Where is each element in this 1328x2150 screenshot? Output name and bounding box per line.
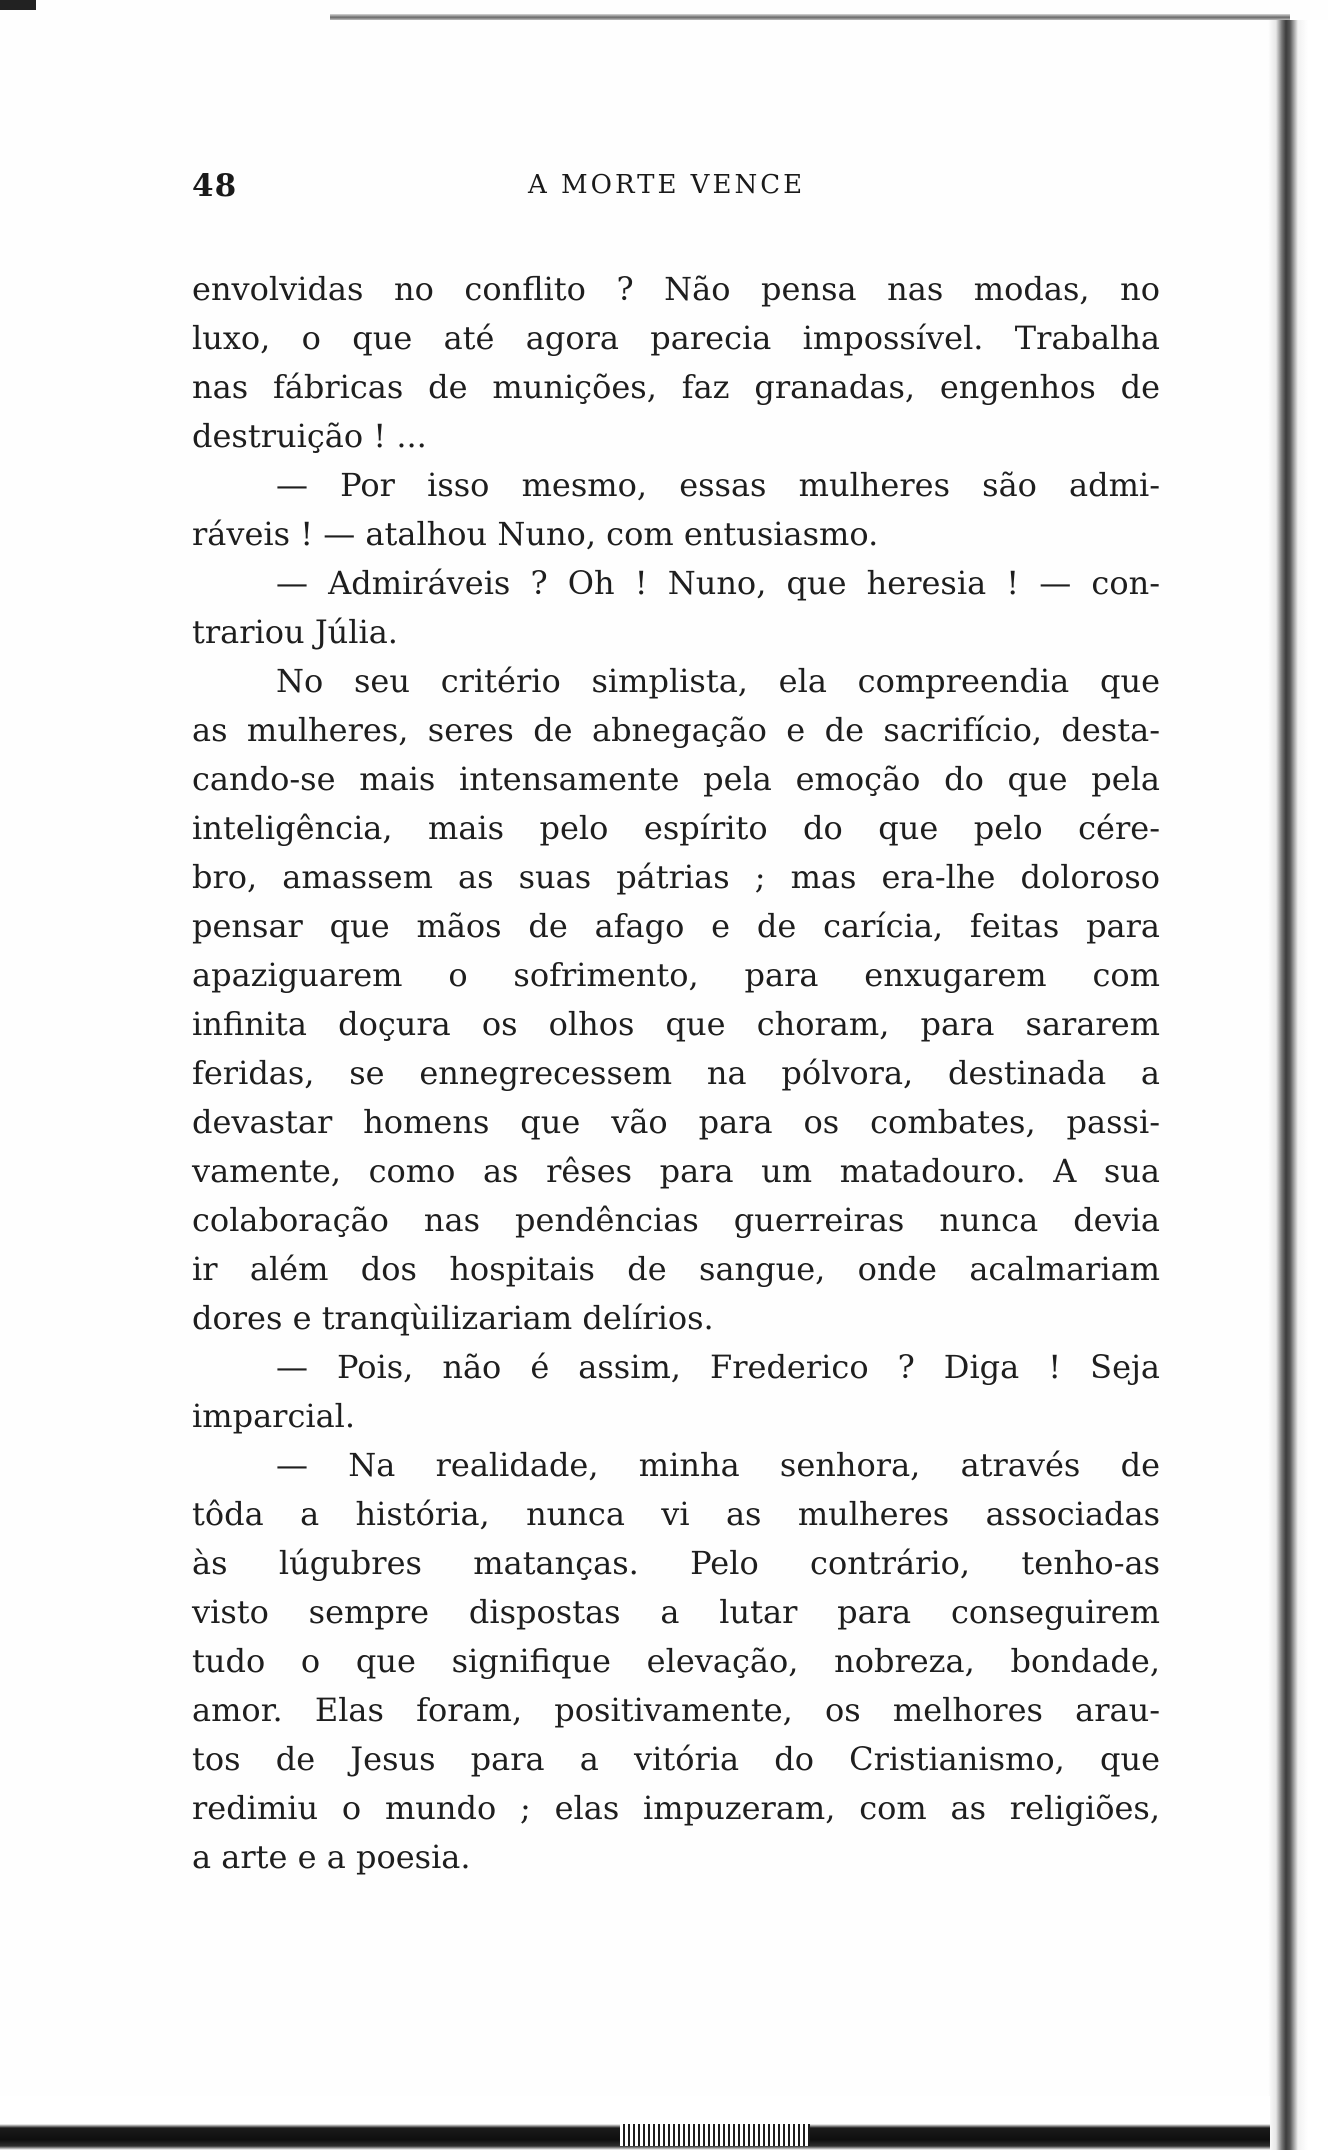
scan-corner-mark xyxy=(0,0,36,10)
text-line: a arte e a poesia. xyxy=(192,1838,471,1876)
text-line: envolvidas no conflito ? Não pensa nas modas, no xyxy=(192,270,1160,308)
scan-bottom-texture xyxy=(620,2124,810,2146)
text-line: às lúgubres matanças. Pelo contrário, tenho-as xyxy=(192,1544,1160,1582)
text-line: cando-se mais intensamente pela emoção do que pela xyxy=(192,760,1160,798)
body-text xyxy=(192,265,1160,1882)
text-line: amor. Elas foram, positivamente, os melhores arau- xyxy=(192,1691,1160,1729)
text-line: tôda a história, nunca vi as mulheres associadas xyxy=(192,1495,1160,1533)
text-line: devastar homens que vão para os combates, passi- xyxy=(192,1103,1160,1141)
text-line: visto sempre dispostas a lutar para conseguirem xyxy=(192,1593,1160,1631)
running-head xyxy=(192,168,1160,208)
scan-top-line xyxy=(330,14,1290,20)
text-line: bro, amassem as suas pátrias ; mas era-lhe doloroso xyxy=(192,858,1160,896)
page-number: 48 xyxy=(192,168,238,204)
text-line: as mulheres, seres de abnegação e de sacrifício, desta- xyxy=(192,711,1160,749)
text-line: feridas, se ennegrecessem na pólvora, destinada a xyxy=(192,1054,1160,1092)
text-line: No seu critério simplista, ela compreendia que xyxy=(276,662,1160,700)
text-line: vamente, como as rêses para um matadouro. A sua xyxy=(192,1152,1160,1190)
text-line: imparcial. xyxy=(192,1397,356,1435)
text-line: dores e tranqùilizariam delírios. xyxy=(192,1299,714,1337)
text-line: — Admiráveis ? Oh ! Nuno, que heresia ! — con- xyxy=(276,564,1160,602)
text-line: pensar que mãos de afago e de carícia, feitas para xyxy=(192,907,1160,945)
scan-binding-shadow xyxy=(1268,20,1328,2150)
text-line: — Pois, não é assim, Frederico ? Diga ! Seja xyxy=(276,1348,1160,1386)
text-line: apaziguarem o sofrimento, para enxugarem com xyxy=(192,956,1160,994)
text-line: ir além dos hospitais de sangue, onde acalmariam xyxy=(192,1250,1160,1288)
text-line: infinita doçura os olhos que choram, para sararem xyxy=(192,1005,1160,1043)
text-line: redimiu o mundo ; elas impuzeram, com as religiões, xyxy=(192,1789,1160,1827)
scan-top-edge xyxy=(0,0,1328,30)
text-line: destruição ! ... xyxy=(192,417,427,455)
text-line: inteligência, mais pelo espírito do que pelo cére- xyxy=(192,809,1160,847)
text-line: — Na realidade, minha senhora, através de xyxy=(276,1446,1160,1484)
text-line: trariou Júlia. xyxy=(192,613,398,651)
text-line: — Por isso mesmo, essas mulheres são admi- xyxy=(276,466,1160,504)
text-line: tudo o que signifique elevação, nobreza, bondade, xyxy=(192,1642,1160,1680)
text-line: ráveis ! — atalhou Nuno, com entusiasmo. xyxy=(192,515,879,553)
text-line: luxo, o que até agora parecia impossível. Trabalha xyxy=(192,319,1160,357)
text-line: tos de Jesus para a vitória do Cristianismo, que xyxy=(192,1740,1160,1778)
text-line: colaboração nas pendências guerreiras nunca devia xyxy=(192,1201,1160,1239)
text-line: nas fábricas de munições, faz granadas, engenhos de xyxy=(192,368,1160,406)
running-title: A MORTE VENCE xyxy=(528,170,806,200)
